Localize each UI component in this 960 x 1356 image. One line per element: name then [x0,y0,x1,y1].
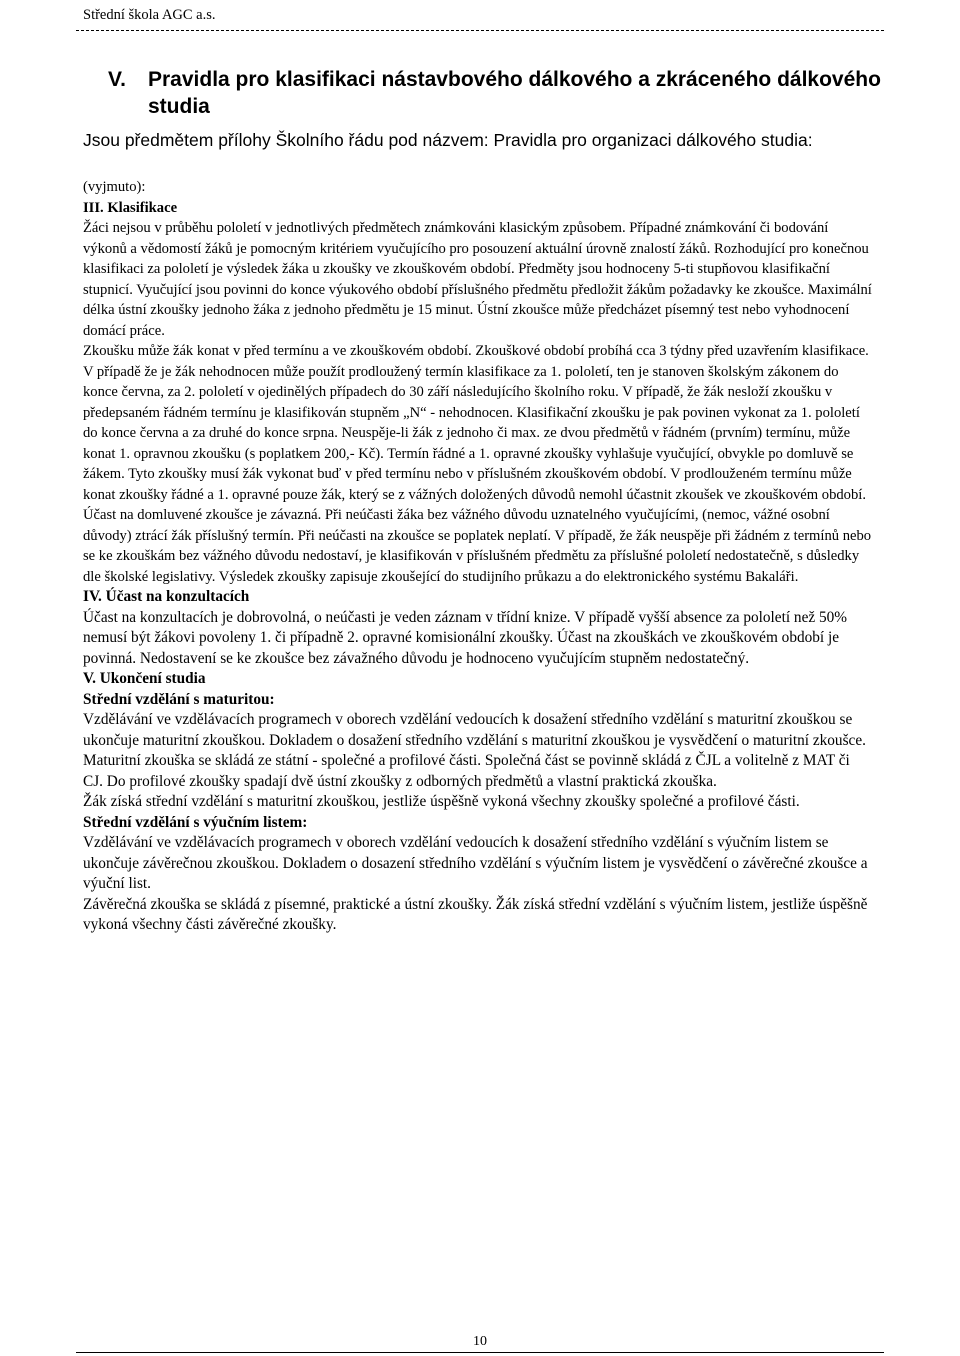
subheading-maturita: Střední vzdělání s maturitou: [83,690,275,708]
section-heading-konzultace: IV. Účast na konzultacích [83,588,250,605]
subheading-vyucni-list: Střední vzdělání s výučním listem: [83,813,308,831]
chapter-title: Pravidla pro klasifikaci nástavbového dálkového a zkráceného dálkového studia [148,68,881,118]
paragraph: Zkoušku může žák konat v před termínu a ve zkouškovém období. Zkouškové období probíhá cca 3 týdny před uzavřením klasifikace. V případě že je žák nehodnocen může použít prodloužený termín klasifikace za 1. pololetí, ten je stanoven školským zákonem do konce června, za 2. pololetí v ojedinělých případech do 30 září následujícího školního roku. V případě, že žák nesloží zkoušku v předepsaném řádném termínu je klasifikován stupněm „N“ - nehodnocen. Klasifikační zkoušku je pak povinen vykonat za 1. pololetí do konce června a za druhé do konce srpna. Neuspěje-li žák z jednoho či max. ze dvou předmětů v řádném (prvním) termínu, může konat 1. opravnou zkoušku (s poplatkem 200,- Kč). Termín řádné a 1. opravné zkoušky vyhlašuje vyučující, obvykle po domluvě se žákem. Tyto zkoušky musí žák vykonat buď v před termínu nebo v příslušném zkouškovém období. V prodlouženém termínu může konat zkoušky řádné a 1. opravné pouze žák, který se z vážných doložených důvodů nemohl účastnit zkoušek ve zkouškovém období. [83,343,869,503]
section-heading-klasifikace: III. Klasifikace [83,199,178,216]
lead-sentence: Jsou předmětem přílohy Školního řádu pod názvem: Pravidla pro organizaci dálkového studia: [83,130,813,150]
omitted-note: (vyjmuto): [83,179,146,195]
chapter-heading [108,66,898,120]
paragraph: Maturitní zkouška se skládá ze státní - společné a profilové části. Společná část se povinně skládá z ČJL a volitelně z MAT či CJ. Do profilové zkoušky spadají dvě ústní zkoušky z odborných předmětů a vlastní praktická zkouška. [83,752,850,790]
paragraph: Účast na konzultacích je dobrovolná, o neúčasti je veden záznam v třídní knize. V případě vyšší absence za pololetí než 50% nemusí být žákovi povoleny 1. či případně 2. opravné komisionální zkoušky. Účast na zkouškách ve zkouškovém období je povinná. Nedostavení se ke zkoušce bez závažného důvodu je hodnoceno vyučujícím stupněm nedostatečný. [83,608,848,667]
footer-divider [76,1352,884,1353]
section-heading-ukonceni: V. Ukončení studia [83,670,206,687]
running-header: Střední škola AGC a.s. [83,7,216,23]
header-divider [76,30,884,31]
paragraph: Vzdělávání ve vzdělávacích programech v oborech vzdělání vedoucích k dosažení středního vzdělání s maturitní zkouškou se ukončuje maturitní zkouškou. Dokladem o dosažení středního vzdělání s maturitní zkouškou je vysvědčení o maturitní zkoušce. [83,711,866,749]
document-body [83,177,873,936]
paragraph: Závěrečná zkouška se skládá z písemné, praktické a ústní zkoušky. Žák získá střední vzdělání s výučním listem, jestliže úspěšně vykoná všechny části závěrečné zkoušky. [83,895,868,933]
chapter-number: V. [108,68,126,91]
paragraph: Žák získá střední vzdělání s maturitní zkouškou, jestliže úspěšně vykoná všechny zkoušky společné a profilové části. [83,793,800,810]
paragraph: Vzdělávání ve vzdělávacích programech v oborech vzdělání vedoucích k dosažení středního vzdělání s výučním listem se ukončuje závěrečnou zkouškou. Dokladem o dosazení středního vzdělání s výučním listem je vysvědčení o závěrečné zkoušce a výuční list. [83,834,868,892]
paragraph: Účast na domluvené zkoušce je závazná. Při neúčasti žáka bez vážného důvodu uznatelného vyučujícími, (nemoc, vážné osobní důvody) ztrácí žák příslušný termín. Při neúčasti na zkoušce se poplatek neplatí. V případě, že žák neuspěje při žádném z termínů nebo se ke zkouškám bez vážného důvodu nedostaví, je klasifikován v příslušném předmětu za příslušné pololetí nedostatečně, s důsledky dle školské legislativy. Výsledek zkoušky zapisuje zkoušející do studijního průkazu a do elektronického systému Bakaláři. [83,507,872,585]
page-number: 10 [473,1334,487,1349]
paragraph: Žáci nejsou v průběhu pololetí v jednotlivých předmětech známkováni klasickým způsobem. Případné známkování či bodování výkonů a vědomostí žáků je pomocným kritériem vyučujícího pro posouzení aktuální úrovně znalostí žáků. Rozhodující pro konečnou klasifikaci za pololetí je výsledek žáka u zkoušky ve zkouškovém období. Předměty jsou hodnoceny 5-ti stupňovou klasifikační stupnicí. Vyučující jsou povinni do konce výukového období příslušného předmětu předložit žákům požadavky ke zkoušce. Maximální délka ústní zkoušky jednoho žáka z jednoho předmětu je 15 minut. Ústní zkoušce může předcházet písemný test nebo vyhodnocení domácí práce. [83,220,872,339]
